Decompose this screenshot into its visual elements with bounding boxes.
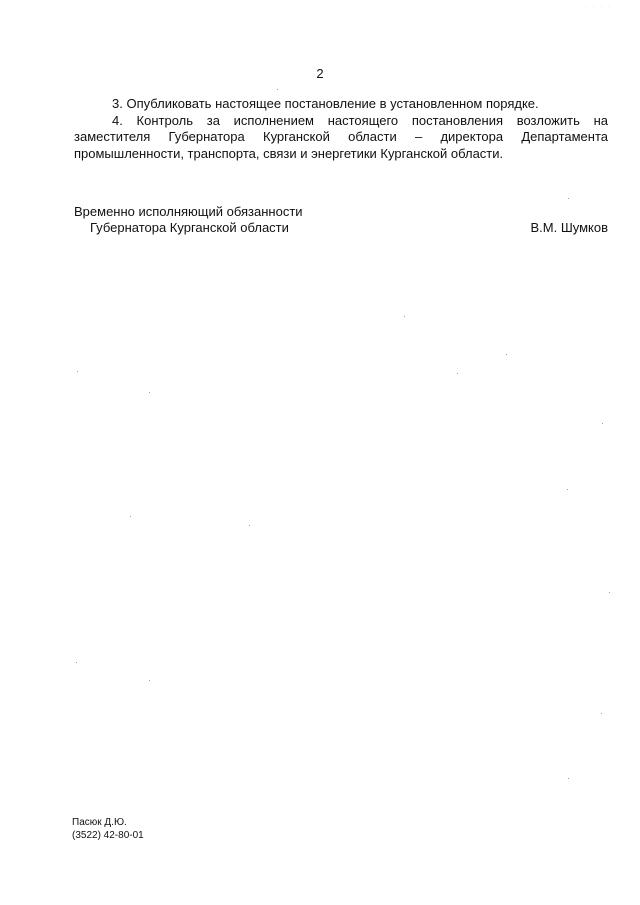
scan-speck [609,592,610,593]
scan-speck [568,198,569,199]
executor-name: Пасюк Д.Ю. [72,817,127,828]
scan-speck [567,489,568,490]
signature-block [74,204,608,236]
scan-speck [249,525,250,526]
scan-speck [149,392,150,393]
scan-speck [130,516,131,517]
scan-speck [602,423,603,424]
scan-speck [77,371,78,372]
scan-speck [404,316,405,317]
paragraph-item-4-tail: промышленности, транспорта, связи и энергетики Курганской области. [74,145,504,161]
scan-speck [568,778,569,779]
executor-footer [72,816,144,842]
scan-speck [149,680,150,681]
signatory-name: В.М. Шумков [530,220,608,235]
document-body [74,96,608,162]
scan-speck [457,373,458,374]
page-number: 2 [316,66,324,81]
scan-speck [601,713,602,714]
scan-speck [277,89,278,90]
signatory-title-line-1: Временно исполняющий обязанности [74,204,303,219]
executor-phone: (3522) 42-80-01 [72,830,144,841]
scan-speck [76,662,77,663]
signatory-title-line-2: Губернатора Курганской области [90,220,289,235]
scan-artifact: · · · · [585,4,612,10]
scan-speck [506,354,507,355]
paragraph-item-3: 3. Опубликовать настоящее постановление в установленном порядке. [112,96,539,111]
paragraph-item-4: 4. Контроль за исполнением настоящего постановления возложить на заместителя Губернатора Курганской области – директора Департамента [74,112,608,144]
